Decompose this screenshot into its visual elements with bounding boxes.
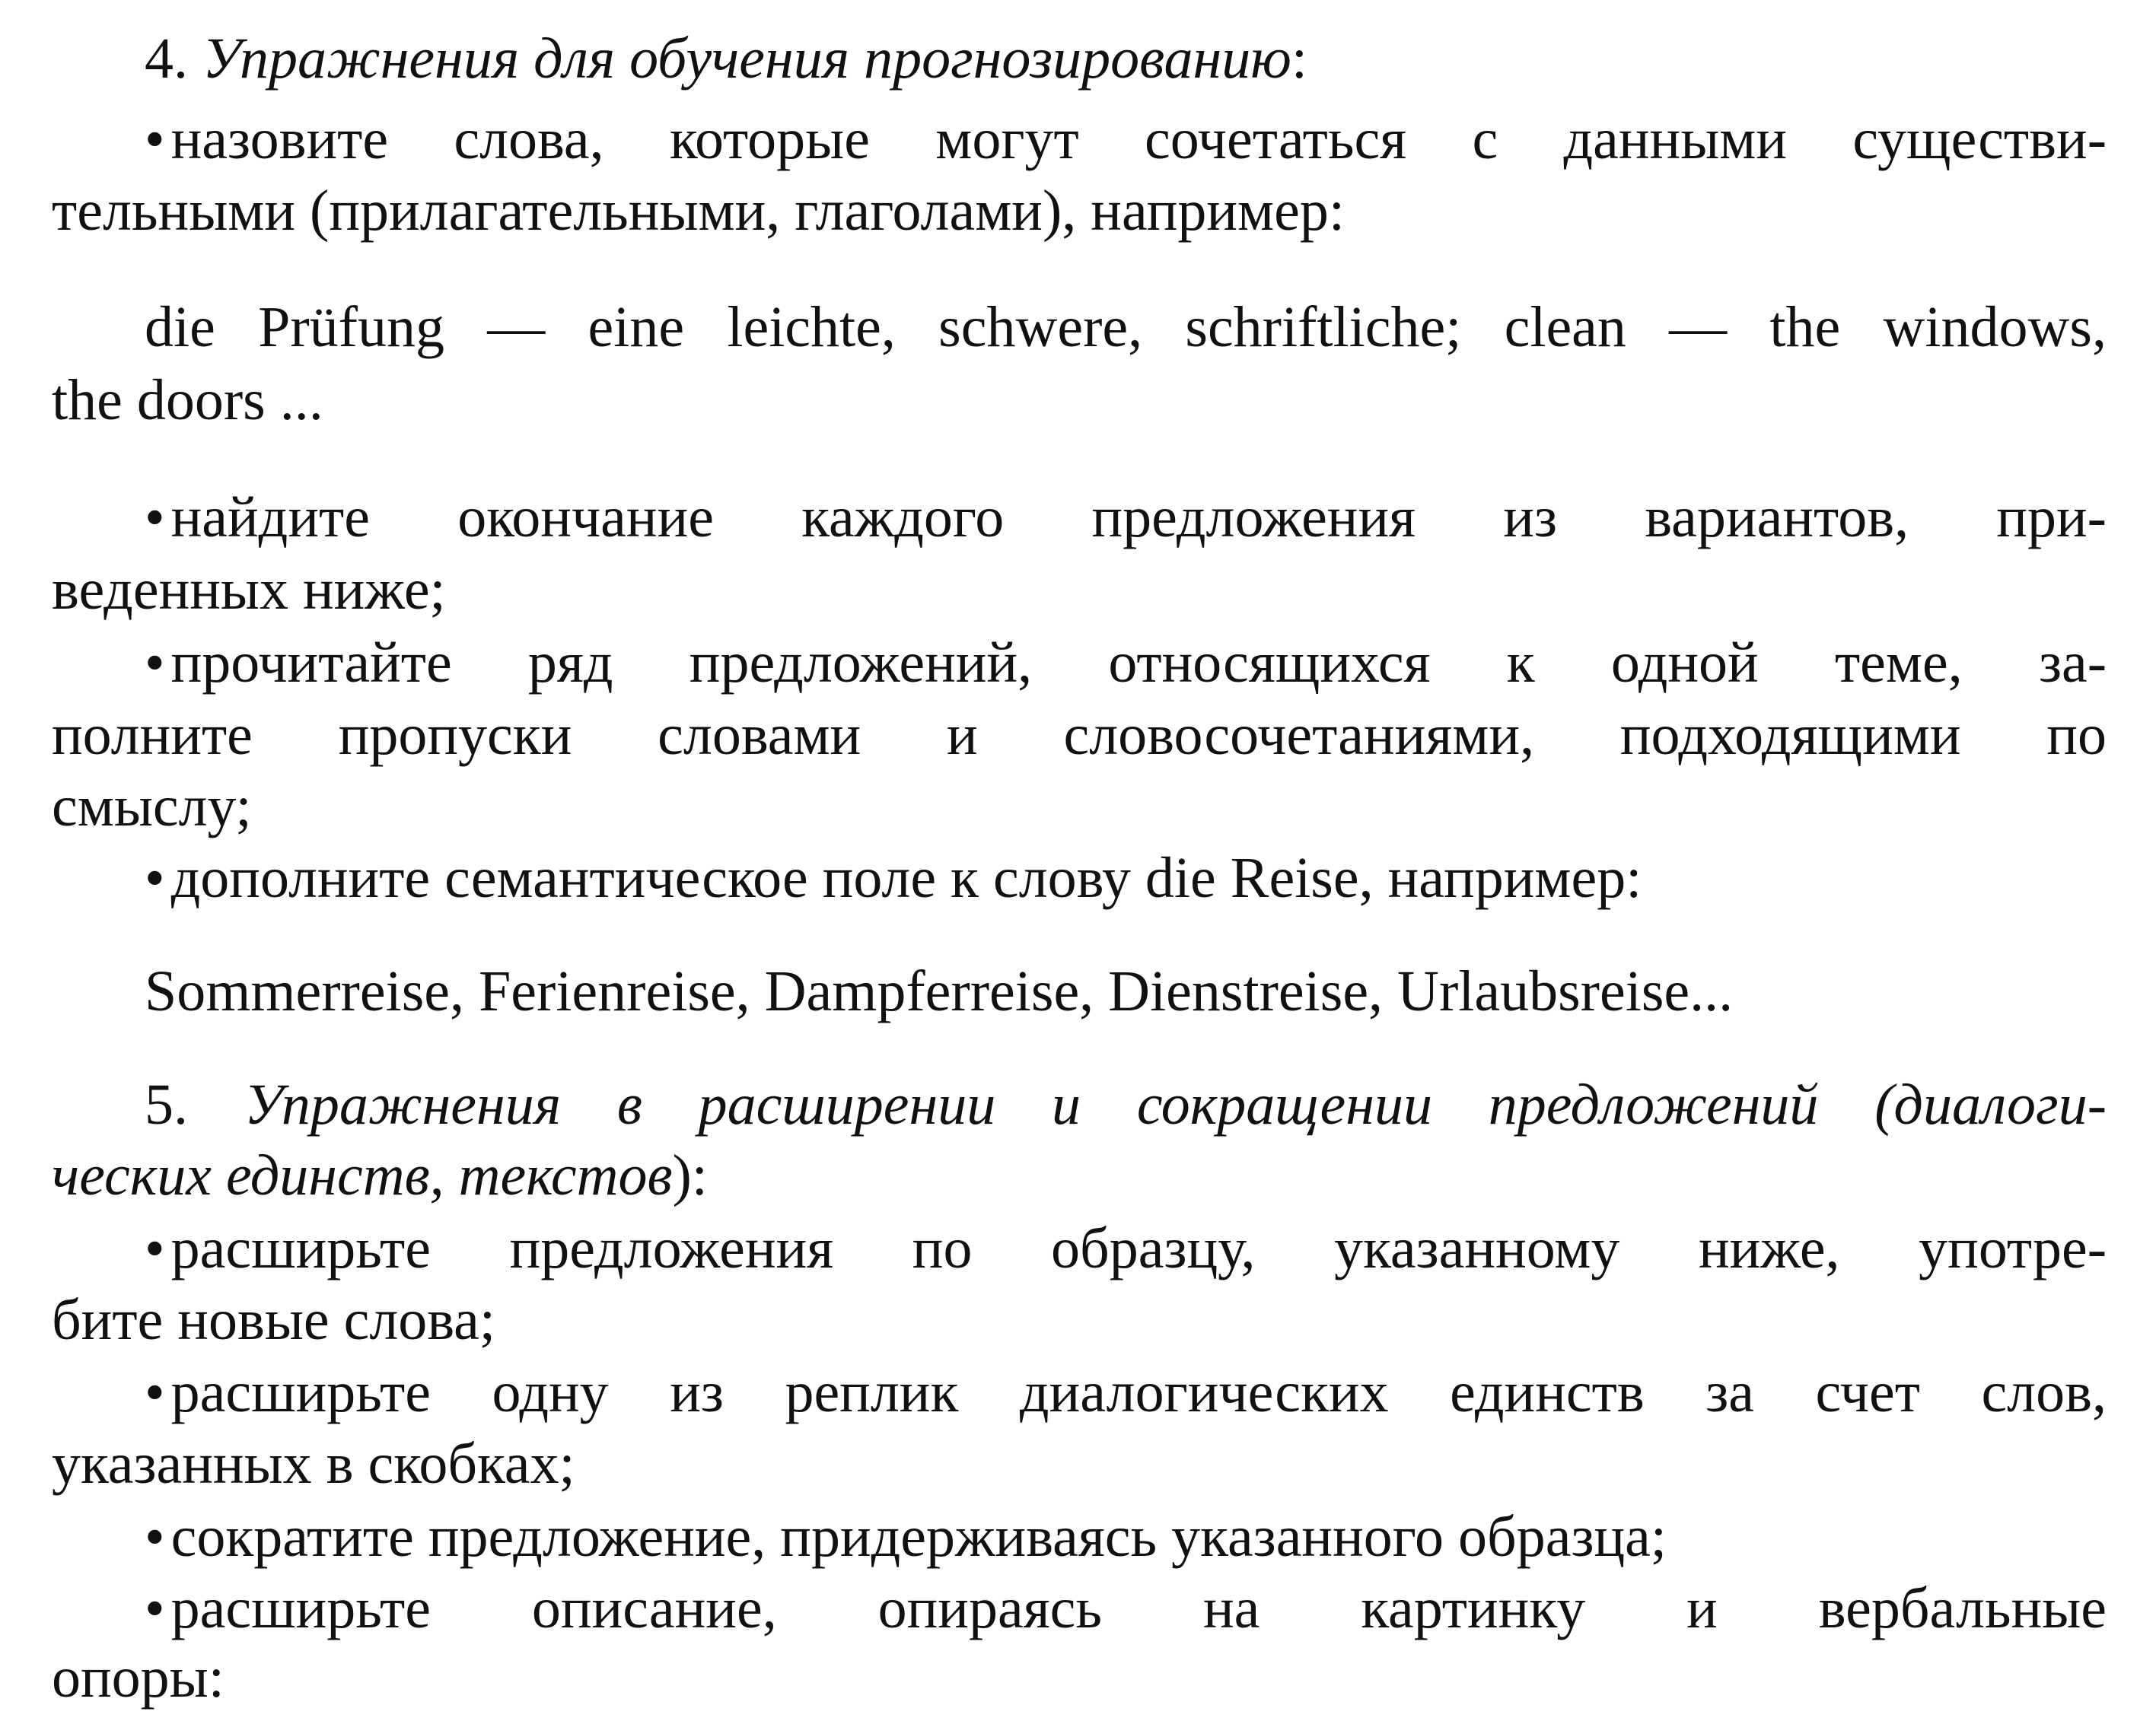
bullet-icon: • (145, 485, 165, 549)
bullet-text: сократите предложение, придерживаясь указанного образца; (170, 1505, 1667, 1569)
section-4-bullet-3-line-2: полните пропуски словами и словосочетаниями, подходящими по (52, 703, 2107, 767)
example-2: Sommerreise, Ferienreise, Dampferreise, Dienstreise, Urlaubsreise... (145, 959, 1734, 1023)
section-5-bullet-2-line-2: указанных в скобках; (52, 1432, 575, 1496)
section-4-colon: : (1291, 27, 1307, 91)
example-1-line-2: the doors ... (52, 368, 323, 432)
bullet-text: прочитайте ряд предложений, относящихся к одной теме, за- (170, 631, 2107, 695)
section-5-title-tail: ): (672, 1144, 708, 1207)
bullet-text: назовите слова, которые могут сочетаться с данными существи- (170, 107, 2107, 171)
section-4-bullet-4-line-1 (145, 836, 2107, 920)
bullet-text: расширьте предложения по образцу, указанному ниже, употре- (170, 1217, 2107, 1280)
bullet-icon: • (145, 1576, 165, 1640)
section-4-bullet-1-line-2: тельными (прилагательными, глаголами), например: (52, 179, 1345, 243)
section-5-title-1: Упражнения в расширении и сокращении предложений (диалоги- (244, 1073, 2107, 1137)
bullet-text: расширьте описание, опираясь на картинку и вербальные (170, 1576, 2107, 1640)
section-5-number: 5. (145, 1073, 188, 1137)
bullet-icon: • (145, 1217, 165, 1280)
section-4-bullet-2-line-1 (145, 476, 2107, 559)
section-4-bullet-2-line-2: веденных ниже; (52, 558, 446, 622)
bullet-text: найдите окончание каждого предложения из вариантов, при- (170, 485, 2107, 549)
bullet-icon: • (145, 1360, 165, 1424)
section-4-number: 4. (145, 27, 188, 91)
bullet-icon: • (145, 846, 165, 910)
example-1-line-1: die Prüfung — eine leichte, schwere, schriftliche; clean — the windows, (145, 295, 2107, 359)
section-4-bullet-3-line-3: смыслу; (52, 775, 252, 838)
bullet-icon: • (145, 107, 165, 171)
section-4-heading (145, 17, 2107, 100)
bullet-text: дополните семантическое поле к слову die Reise, например: (170, 846, 1642, 910)
section-5-heading-line-2 (52, 1134, 2107, 1217)
section-5-bullet-4-line-2: опоры: (52, 1646, 225, 1710)
section-4-bullet-3-line-1 (145, 621, 2107, 705)
section-5-title-2: ческих единств, текстов (52, 1144, 673, 1207)
bullet-icon: • (145, 631, 165, 695)
section-4-title: Упражнения для обучения прогнозированию (202, 27, 1291, 91)
bullet-icon: • (145, 1505, 165, 1569)
bullet-text: расширьте одну из реплик диалогических единств за счет слов, (170, 1360, 2107, 1424)
section-5-bullet-1-line-2: бите новые слова; (52, 1288, 496, 1352)
